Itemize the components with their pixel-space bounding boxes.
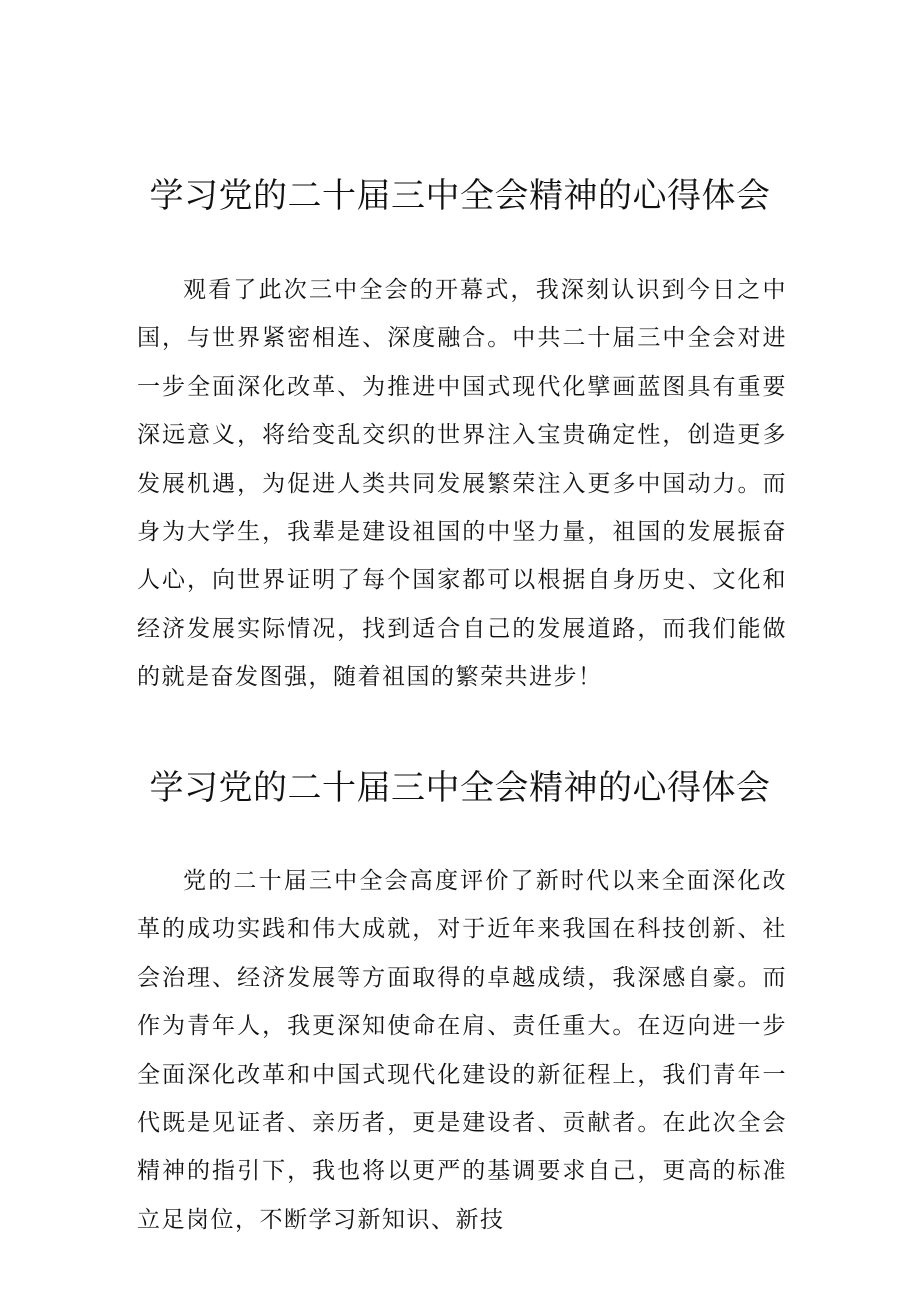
section-body-1: 观看了此次三中全会的开幕式，我深刻认识到今日之中国，与世界紧密相连、深度融合。中共二十届三中全会对进一步全面深化改革、为推进中国式现代化擘画蓝图具有重要深远意义，将给变乱交织的世界注入宝贵确定性，创造更多发展机遇，为促进人类共同发展繁荣注入更多中国动力。而身为大学生，我辈是建设祖国的中坚力量，祖国的发展振奋人心，向世界证明了每个国家都可以根据自身历史、文化和经济发展实际情况，找到适合自己的发展道路，而我们能做的就是奋发图强，随着祖国的繁荣共进步！ — [137, 277, 787, 691]
section-title-1: 学习党的二十届三中全会精神的心得体会 — [149, 176, 771, 216]
section-body-2: 党的二十届三中全会高度评价了新时代以来全面深化改革的成功实践和伟大成就，对于近年来我国在科技创新、社会治理、经济发展等方面取得的卓越成绩，我深感自豪。而作为青年人，我更深知使命在肩、责任重大。在迈向进一步全面深化改革和中国式现代化建设的新征程上，我们青年一代既是见证者、亲历者，更是建设者、贡献者。在此次全会精神的指引下，我也将以更严的基调要求自己，更高的标准立足岗位，不断学习新知识、新技 — [137, 868, 787, 1233]
section-title-2: 学习党的二十届三中全会精神的心得体会 — [149, 768, 771, 808]
